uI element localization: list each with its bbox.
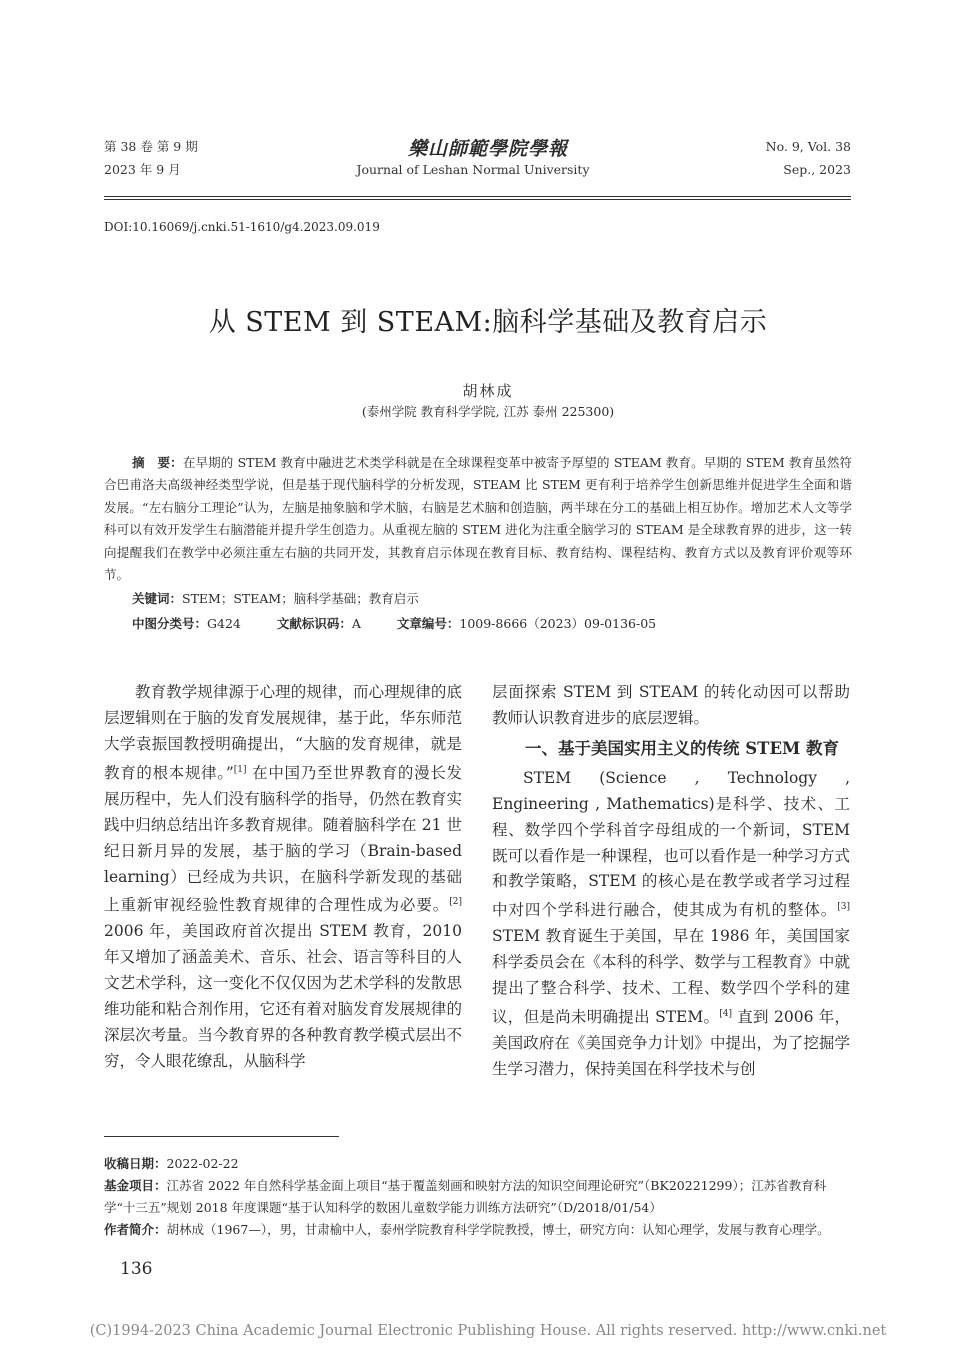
volume-issue-en: No. 9, Vol. 38 — [765, 139, 851, 154]
volume-issue-cn: 第 38 卷 第 9 期 — [104, 139, 198, 154]
citation-ref-4: [4] — [719, 1009, 733, 1020]
page-number: 136 — [120, 1259, 153, 1279]
clc-label: 中图分类号： — [132, 616, 208, 631]
body-column-left — [104, 680, 462, 1075]
section-heading: 一、基于美国实用主义的传统 STEM 教育 — [525, 738, 840, 758]
author-bio-text: 胡林成（1967—），男，甘肃榆中人，泰州学院教育科学学院教授，博士，研究方向：认知心理学，发展与教育心理学。 — [166, 1222, 830, 1237]
author-affiliation: (泰州学院 教育科学学院, 江苏 泰州 225300) — [361, 404, 615, 419]
article-number: 1009-8666（2023）09-0136-05 — [459, 616, 657, 631]
footnote-rule — [104, 1136, 339, 1137]
body-paragraph — [492, 766, 850, 1083]
abstract — [104, 452, 852, 586]
classification-line — [132, 614, 656, 632]
journal-name-cn: 樂山師範學院學報 — [407, 138, 568, 160]
date-en: Sep., 2023 — [783, 162, 851, 177]
funding-label: 基金项目： — [104, 1178, 167, 1193]
text-run: STEM 教育诞生于美国，早在 1986 年，美国国家科学委员会在《本科的科学、数学与工程教育》中就提出了整合科学、技术、工程、数学四个学科的建议，但是尚未明确提出 STEM。 — [492, 927, 850, 1027]
author-bio-label: 作者简介： — [104, 1222, 167, 1237]
body-column-right — [492, 680, 850, 1083]
article-number-label: 文章编号： — [396, 616, 460, 631]
keywords-text: STEM；STEAM；脑科学基础；教育启示 — [182, 591, 419, 606]
footnote-author-bio — [104, 1219, 854, 1241]
funding-text: 江苏省 2022 年自然科学基金面上项目“基于覆盖刻画和映射方法的知识空间理论研究”（BK20221299）；江苏省教育科学“十三五”规划 2018 年度课题“基于认知科学的数困儿童数学能力训练方法研究”（D/2018/01/54） — [104, 1178, 827, 1215]
document-code-label: 文献标识码： — [276, 616, 352, 631]
document-code: A — [351, 616, 361, 631]
author-name: 胡林成 — [462, 382, 514, 400]
abstract-label: 摘 要： — [132, 455, 183, 470]
text-run: 2006 年，美国政府首次提出 STEM 教育，2010 年又增加了涵盖美术、音乐、社会、语言等科目的人文艺术学科，这一变化不仅仅因为艺术学科的发散思维功能和粘合剂作用，它还有着对脑发育发展规律的深层次考量。当今教育界的各种教育教学模式层出不穷，令人眼花缭乱，从脑科学 — [104, 922, 462, 1070]
received-date: 2022-02-22 — [166, 1156, 239, 1171]
abstract-text: 在早期的 STEM 教育中融进艺术类学科就是在全球课程变革中被寄予厚望的 STEAM 教育。早期的 STEM 教育虽然符合巴甫洛夫高级神经类型学说，但是基于现代脑科学的分析发现，STEAM 比 STEM 更有利于培养学生创新思维并促进学生全面和谐发展。“左右脑分工理论”认为，左脑是抽象脑和学术脑，右脑是艺术脑和创造脑，两半球在分工的基础上相互协作。增加艺术人文等学科可以有效开发学生右脑潜能并提升学生创造力。从重视左脑的 STEM 进化为注重全脑学习的 STEAM 是全球教育界的进步，这一转向提醒我们在教学中必须注重左右脑的共同开发，其教育启示体现在教育目标、教育结构、课程结构、教育方式以及教育评价观等环节。 — [104, 455, 852, 583]
keywords — [132, 589, 419, 607]
citation-ref-2: [2] — [449, 897, 462, 908]
header-rule-top — [104, 196, 851, 197]
doi: DOI:10.16069/j.cnki.51-1610/g4.2023.09.019 — [104, 220, 380, 234]
journal-name-en: Journal of Leshan Normal University — [356, 162, 590, 177]
received-label: 收稿日期： — [104, 1156, 167, 1171]
text-run: 直到 2006 年，美国政府在《美国竞争力计划》中提出，为了挖掘学生学习潜力，保持美国在科学技术与创 — [492, 1008, 850, 1079]
clc-number: G424 — [207, 616, 241, 631]
footnote-funding — [104, 1175, 854, 1218]
citation-ref-3: [3] — [837, 902, 850, 913]
copyright-footer: (C)1994-2023 China Academic Journal Electronic Publishing House. All rights reserved. http://www.cnki.net — [89, 1323, 887, 1339]
text-run: 在中国乃至世界教育的漫长发展历程中，先人们没有脑科学的指导，仍然在教育实践中归纳总结出许多教育规律。随着脑科学在 21 世纪日新月异的发展，基于脑的学习（Brain-based learning）已经成为共识，在脑科学新发现的基础上重新审视经验性教育规律的合理性成为必要。 — [104, 763, 462, 915]
header-rule-bottom — [104, 199, 851, 200]
footnote-received — [104, 1153, 854, 1175]
body-paragraph — [104, 680, 462, 1075]
date-cn: 2023 年 9 月 — [104, 162, 181, 177]
article-title: 从 STEM 到 STEAM:脑科学基础及教育启示 — [208, 307, 768, 338]
text-run: 教育教学规律源于心理的规律，而心理规律的底层逻辑则在于脑的发育发展规律，基于此，华东师范大学袁振国教授明确提出，“大脑的发育规律，就是教育的根本规律。” — [104, 683, 462, 782]
keywords-label: 关键词： — [132, 591, 183, 606]
text-run: STEM (Science , Technology , Engineering , Mathematics)是科学、技术、工程、数学四个学科首字母组成的一个新词，STEM 既可以看作是一种课程，也可以看作是一种学习方式和教学策略，STEM 的核心是在教学或者学习过程中对四个学科进行融合，使其成为有机的整体。 — [492, 768, 850, 920]
body-paragraph-continued: 层面探索 STEM 到 STEAM 的转化动因可以帮助教师认识教育进步的底层逻辑。 — [492, 683, 850, 727]
citation-ref-1: [1] — [233, 764, 247, 775]
